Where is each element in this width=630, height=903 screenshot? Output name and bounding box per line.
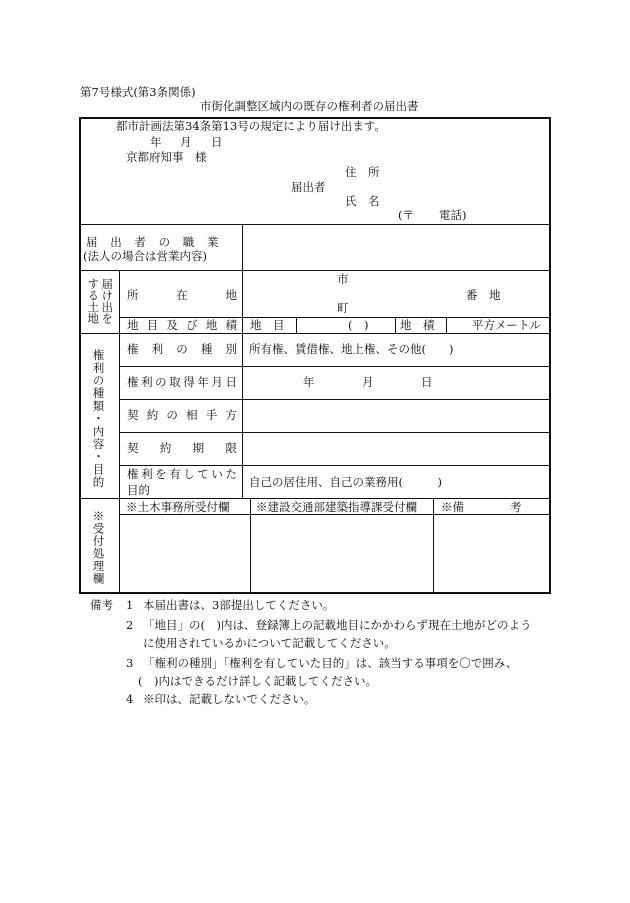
postal-mark: (〒 bbox=[398, 208, 414, 222]
chimoku-label: 地 目 bbox=[250, 318, 285, 332]
date-day-label: 日 bbox=[211, 135, 223, 149]
area-unit: 平方メートル bbox=[472, 318, 541, 332]
acquired-day: 日 bbox=[421, 375, 433, 389]
addressee: 京都府知事 様 bbox=[126, 150, 207, 164]
statement-text: 都市計画法第34条第13号の規定により届け出ます。 bbox=[116, 119, 386, 133]
chiseki-label: 地 積 bbox=[400, 318, 435, 332]
divider-vertical bbox=[242, 224, 243, 498]
reception-col-building: ※建設交通部建築指導課受付欄 bbox=[256, 500, 417, 514]
date-year-label: 年 bbox=[150, 135, 162, 149]
reception-section-label: ※受付処理欄 bbox=[91, 510, 106, 585]
address-label: 住 所 bbox=[345, 165, 380, 179]
note-4-number: 4 bbox=[126, 692, 134, 706]
note-1: 本届出書は、3部提出してください。 bbox=[143, 598, 335, 612]
divider bbox=[119, 432, 550, 433]
divider-vertical bbox=[296, 317, 297, 333]
purpose-value: 自己の居住用、自己の業務用( ) bbox=[249, 475, 442, 489]
chimoku-paren: ( ) bbox=[348, 318, 369, 332]
occupation-label: 届 出 者 の 職 業 bbox=[86, 235, 220, 249]
note-3-number: 3 bbox=[126, 656, 134, 670]
land-section-label-left: する土地 bbox=[86, 278, 101, 324]
city-label: 市 bbox=[337, 272, 349, 286]
note-3-line1: 「権利の種別」「権利を有していた目的」は、該当する事項を〇で囲み、 bbox=[143, 656, 518, 670]
divider bbox=[119, 366, 550, 367]
divider-vertical bbox=[250, 498, 251, 593]
town-label: 町 bbox=[337, 301, 349, 315]
contract-period-label: 契 約 期 限 bbox=[127, 441, 237, 455]
divider-vertical bbox=[446, 317, 447, 333]
divider bbox=[119, 514, 550, 515]
divider-vertical bbox=[395, 317, 396, 333]
right-kind-value: 所有権、賃借権、地上権、その他( ) bbox=[249, 342, 454, 356]
notifier-label: 届出者 bbox=[291, 180, 326, 194]
form-number: 第7号様式(第3条関係) bbox=[80, 85, 196, 99]
form-title: 市街化調整区域内の既存の権利者の届出書 bbox=[200, 99, 419, 113]
land-section-label-right: 届け出を bbox=[100, 278, 115, 324]
rights-section-label: 権利の種類・内容・目的 bbox=[91, 349, 106, 489]
right-kind-label: 権 利 の 種 別 bbox=[127, 342, 237, 356]
location-label: 所 在 地 bbox=[127, 288, 237, 302]
lot-label: 番 地 bbox=[466, 288, 501, 302]
category-label: 地 目 及 び 地 積 bbox=[127, 318, 237, 332]
occupation-note: (法人の場合は営業内容) bbox=[83, 249, 207, 263]
divider-vertical bbox=[433, 498, 434, 593]
counterparty-label: 契 約 の 相 手 方 bbox=[127, 408, 237, 422]
date-month-label: 月 bbox=[180, 135, 192, 149]
note-2-line2: に使用されているかについて記載してください。 bbox=[143, 636, 396, 650]
note-3-line2: ( )内はできるだけ詳しく記載してください。 bbox=[138, 674, 377, 688]
purpose-label: 権 利 を 有 し て い た bbox=[127, 467, 237, 481]
divider bbox=[80, 270, 550, 271]
note-4: ※印は、記載しないでください。 bbox=[143, 692, 316, 706]
divider bbox=[80, 333, 550, 334]
reception-col-remarks: ※備 考 bbox=[441, 500, 522, 514]
acquired-year: 年 bbox=[303, 375, 315, 389]
acquired-month: 月 bbox=[362, 375, 374, 389]
divider bbox=[119, 399, 550, 400]
divider bbox=[80, 498, 550, 499]
note-2-line1: 「地目」の( )内は、登録簿上の記載地目にかかわらず現在土地がどのよう bbox=[143, 618, 532, 632]
reception-col-civil: ※土木事務所受付欄 bbox=[126, 500, 230, 514]
purpose-label-line2: 目的 bbox=[127, 483, 150, 497]
acquired-date-label: 権 利 の 取 得 年 月 日 bbox=[127, 375, 237, 389]
divider-vertical bbox=[119, 270, 120, 593]
note-1-number: 1 bbox=[126, 598, 134, 612]
divider bbox=[80, 224, 550, 225]
name-label: 氏 名 bbox=[345, 194, 380, 208]
notes-label: 備考 bbox=[90, 598, 113, 612]
note-2-number: 2 bbox=[126, 618, 134, 632]
divider bbox=[119, 465, 550, 466]
phone-label: 電話) bbox=[439, 208, 467, 222]
